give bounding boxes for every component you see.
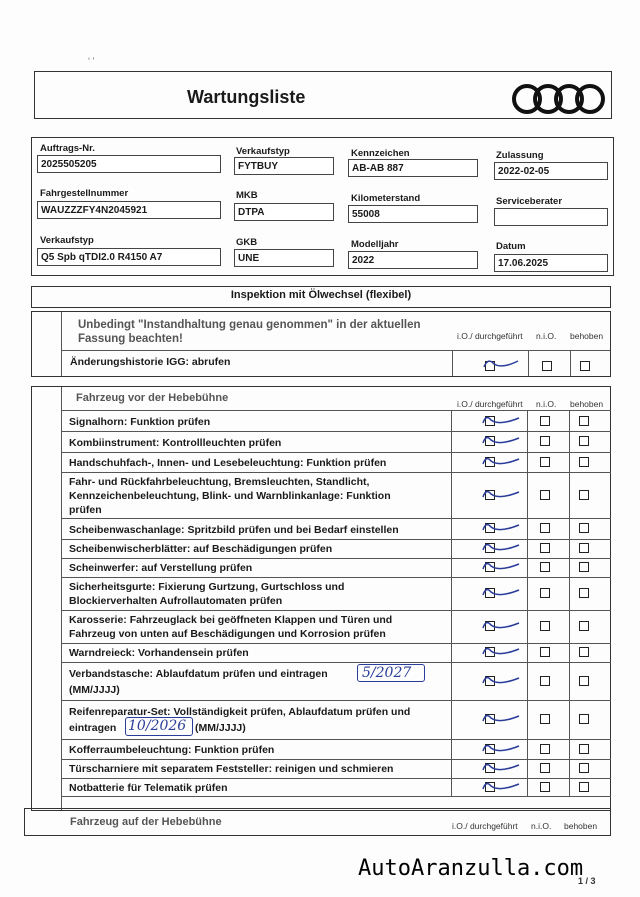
title-box: [34, 71, 612, 119]
handwritten-check-mark: [479, 777, 523, 795]
kennzeichen-label: Kennzeichen: [351, 148, 410, 159]
inspection-title: Inspektion mit Ölwechsel (flexibel): [31, 286, 611, 308]
handwritten-check-mark: [479, 739, 523, 757]
verkaufstyp-field: FYTBUY: [234, 157, 334, 175]
item-2-nio-checkbox[interactable]: [540, 457, 550, 467]
notice-box: [31, 311, 611, 377]
verkaufstyp-label: Verkaufstyp: [236, 146, 290, 157]
item-9-nio-checkbox[interactable]: [540, 647, 550, 657]
list-item: Warndreieck: Vorhandensein prüfen: [61, 643, 611, 662]
handwritten-check-mark: [479, 616, 523, 634]
item-12-nio-checkbox[interactable]: [540, 744, 550, 754]
list-item: Kombiinstrument: Kontrollleuchten prüfen: [61, 431, 611, 452]
igg-item: Änderungshistorie IGG: abrufen: [70, 356, 231, 368]
kennzeichen-field: AB-AB 887: [348, 159, 478, 177]
handwritten-check-mark: [479, 671, 523, 689]
handwritten-check-mark: [479, 583, 523, 601]
zulassung-field: 2022-02-05: [494, 162, 608, 180]
col-behoben: behoben: [570, 331, 604, 341]
auftrag-field: 2025505205: [37, 155, 221, 173]
item-8-behoben-checkbox[interactable]: [579, 621, 589, 631]
handwritten-check-mark: [480, 355, 522, 373]
vtyp2-field: Q5 Spb qTDI2.0 R4150 A7: [37, 248, 221, 266]
item-8-nio-checkbox[interactable]: [540, 621, 550, 631]
item-13-nio-checkbox[interactable]: [540, 763, 550, 773]
item-4-nio-checkbox[interactable]: [540, 523, 550, 533]
audi-rings-logo: [509, 82, 607, 116]
item-14-nio-checkbox[interactable]: [540, 782, 550, 792]
km-label: Kilometerstand: [351, 193, 421, 204]
item-3-nio-checkbox[interactable]: [540, 490, 550, 500]
item-6-nio-checkbox[interactable]: [540, 562, 550, 572]
item-10-behoben-checkbox[interactable]: [579, 676, 589, 686]
col-nio-2: n.i.O.: [536, 399, 557, 409]
list-item: Reifenreparatur-Set: Vollständigkeit prüfen, Ablaufdatum prüfen und eintragen 10/2026 (MM/JJJJ): [61, 700, 611, 739]
mkb-label: MKB: [236, 190, 258, 201]
notice-line-2: Fassung beachten!: [78, 333, 183, 345]
handwritten-expiry-reifen: 10/2026: [125, 717, 193, 736]
col-io-3: i.O./ durchgeführt: [452, 821, 518, 831]
handwritten-check-mark: [479, 452, 523, 470]
auftrag-label: Auftrags-Nr.: [40, 143, 95, 154]
page-title: Wartungsliste: [187, 87, 306, 107]
list-item: Kofferraumbeleuchtung: Funktion prüfen: [61, 739, 611, 759]
item-12-behoben-checkbox[interactable]: [579, 744, 589, 754]
gkb-field: UNE: [234, 249, 334, 267]
list-item: Scheibenwaschanlage: Spritzbild prüfen und bei Bedarf einstellen: [61, 518, 611, 539]
list-item: Signalhorn: Funktion prüfen: [61, 410, 611, 431]
section-auf-hebebuehne: [24, 808, 611, 836]
igg-nio-checkbox[interactable]: [542, 361, 552, 371]
item-4-behoben-checkbox[interactable]: [579, 523, 589, 533]
modelljahr-label: Modelljahr: [351, 239, 399, 250]
item-13-behoben-checkbox[interactable]: [579, 763, 589, 773]
berater-label: Serviceberater: [496, 196, 563, 207]
page-number: 1 / 3: [578, 876, 596, 886]
top-marks: ‘ ’: [88, 56, 95, 66]
handwritten-check-mark: [479, 538, 523, 556]
list-item: Verbandstasche: Ablaufdatum prüfen und eintragen (MM/JJJJ) 5/2027: [61, 662, 611, 700]
item-0-behoben-checkbox[interactable]: [579, 416, 589, 426]
list-item: Karosserie: Fahrzeuglack bei geöffneten Klappen und Türen und Fahrzeug von unten auf Beschädigungen und Korrosion prüfen: [61, 610, 611, 643]
fgnr-label: Fahrgestellnummer: [40, 188, 129, 199]
col-nio: n.i.O.: [536, 331, 557, 341]
handwritten-check-mark: [479, 518, 523, 536]
handwritten-check-mark: [479, 557, 523, 575]
mkb-field: DTPA: [234, 203, 334, 221]
list-item: Scheinwerfer: auf Verstellung prüfen: [61, 558, 611, 577]
item-11-nio-checkbox[interactable]: [540, 714, 550, 724]
item-5-behoben-checkbox[interactable]: [579, 543, 589, 553]
zulassung-label: Zulassung: [496, 150, 544, 161]
notice-line-1: Unbedingt "Instandhaltung genau genommen" in der aktuellen: [78, 319, 421, 331]
fgnr-field: WAUZZZFY4N2045921: [37, 201, 221, 219]
handwritten-check-mark: [479, 709, 523, 727]
handwritten-check-mark: [479, 485, 523, 503]
handwritten-check-mark: [479, 642, 523, 660]
watermark-text: AutoAranzulla.com: [358, 856, 584, 881]
handwritten-check-mark: [479, 411, 523, 429]
item-5-nio-checkbox[interactable]: [540, 543, 550, 553]
km-field: 55008: [348, 205, 478, 223]
item-1-behoben-checkbox[interactable]: [579, 436, 589, 446]
list-item: Notbatterie für Telematik prüfen: [61, 778, 611, 797]
item-7-nio-checkbox[interactable]: [540, 588, 550, 598]
item-14-behoben-checkbox[interactable]: [579, 782, 589, 792]
list-item: Fahr- und Rückfahrbeleuchtung, Bremsleuchten, Standlicht, Kennzeichenbeleuchtung, Blink- und Warnblinkanlage: Funktion prüfen: [61, 472, 611, 518]
datum-field: 17.06.2025: [494, 254, 608, 272]
handwritten-check-mark: [479, 758, 523, 776]
col-behoben-3: behoben: [564, 821, 598, 831]
berater-field: [494, 208, 608, 226]
col-io: i.O./ durchgeführt: [457, 331, 523, 341]
item-9-behoben-checkbox[interactable]: [579, 647, 589, 657]
datum-label: Datum: [496, 241, 526, 252]
handwritten-expiry-verband: 5/2027: [357, 664, 425, 682]
gkb-label: GKB: [236, 237, 258, 248]
item-1-nio-checkbox[interactable]: [540, 436, 550, 446]
item-2-behoben-checkbox[interactable]: [579, 457, 589, 467]
item-6-behoben-checkbox[interactable]: [579, 562, 589, 572]
section2-title: Fahrzeug auf der Hebebühne: [70, 816, 222, 828]
item-10-nio-checkbox[interactable]: [540, 676, 550, 686]
vtyp2-label: Verkaufstyp: [40, 235, 94, 246]
col-io-2: i.O./ durchgeführt: [457, 399, 523, 409]
igg-behoben-checkbox[interactable]: [580, 361, 590, 371]
handwritten-check-mark: [479, 431, 523, 449]
list-item: Sicherheitsgurte: Fixierung Gurtzung, Gurtschloss und Blockierverhalten Aufrollautomaten prüfen: [61, 577, 611, 610]
col-nio-3: n.i.O.: [531, 821, 552, 831]
item-3-behoben-checkbox[interactable]: [579, 490, 589, 500]
list-item: Türscharniere mit separatem Feststeller: reinigen und schmieren: [61, 759, 611, 778]
item-0-nio-checkbox[interactable]: [540, 416, 550, 426]
list-item: Handschuhfach-, Innen- und Lesebeleuchtung: Funktion prüfen: [61, 452, 611, 472]
item-11-behoben-checkbox[interactable]: [579, 714, 589, 724]
section1-title: Fahrzeug vor der Hebebühne: [76, 392, 229, 404]
list-item: Scheibenwischerblätter: auf Beschädigungen prüfen: [61, 539, 611, 558]
modelljahr-field: 2022: [348, 251, 478, 269]
item-7-behoben-checkbox[interactable]: [579, 588, 589, 598]
col-behoben-2: behoben: [570, 399, 604, 409]
